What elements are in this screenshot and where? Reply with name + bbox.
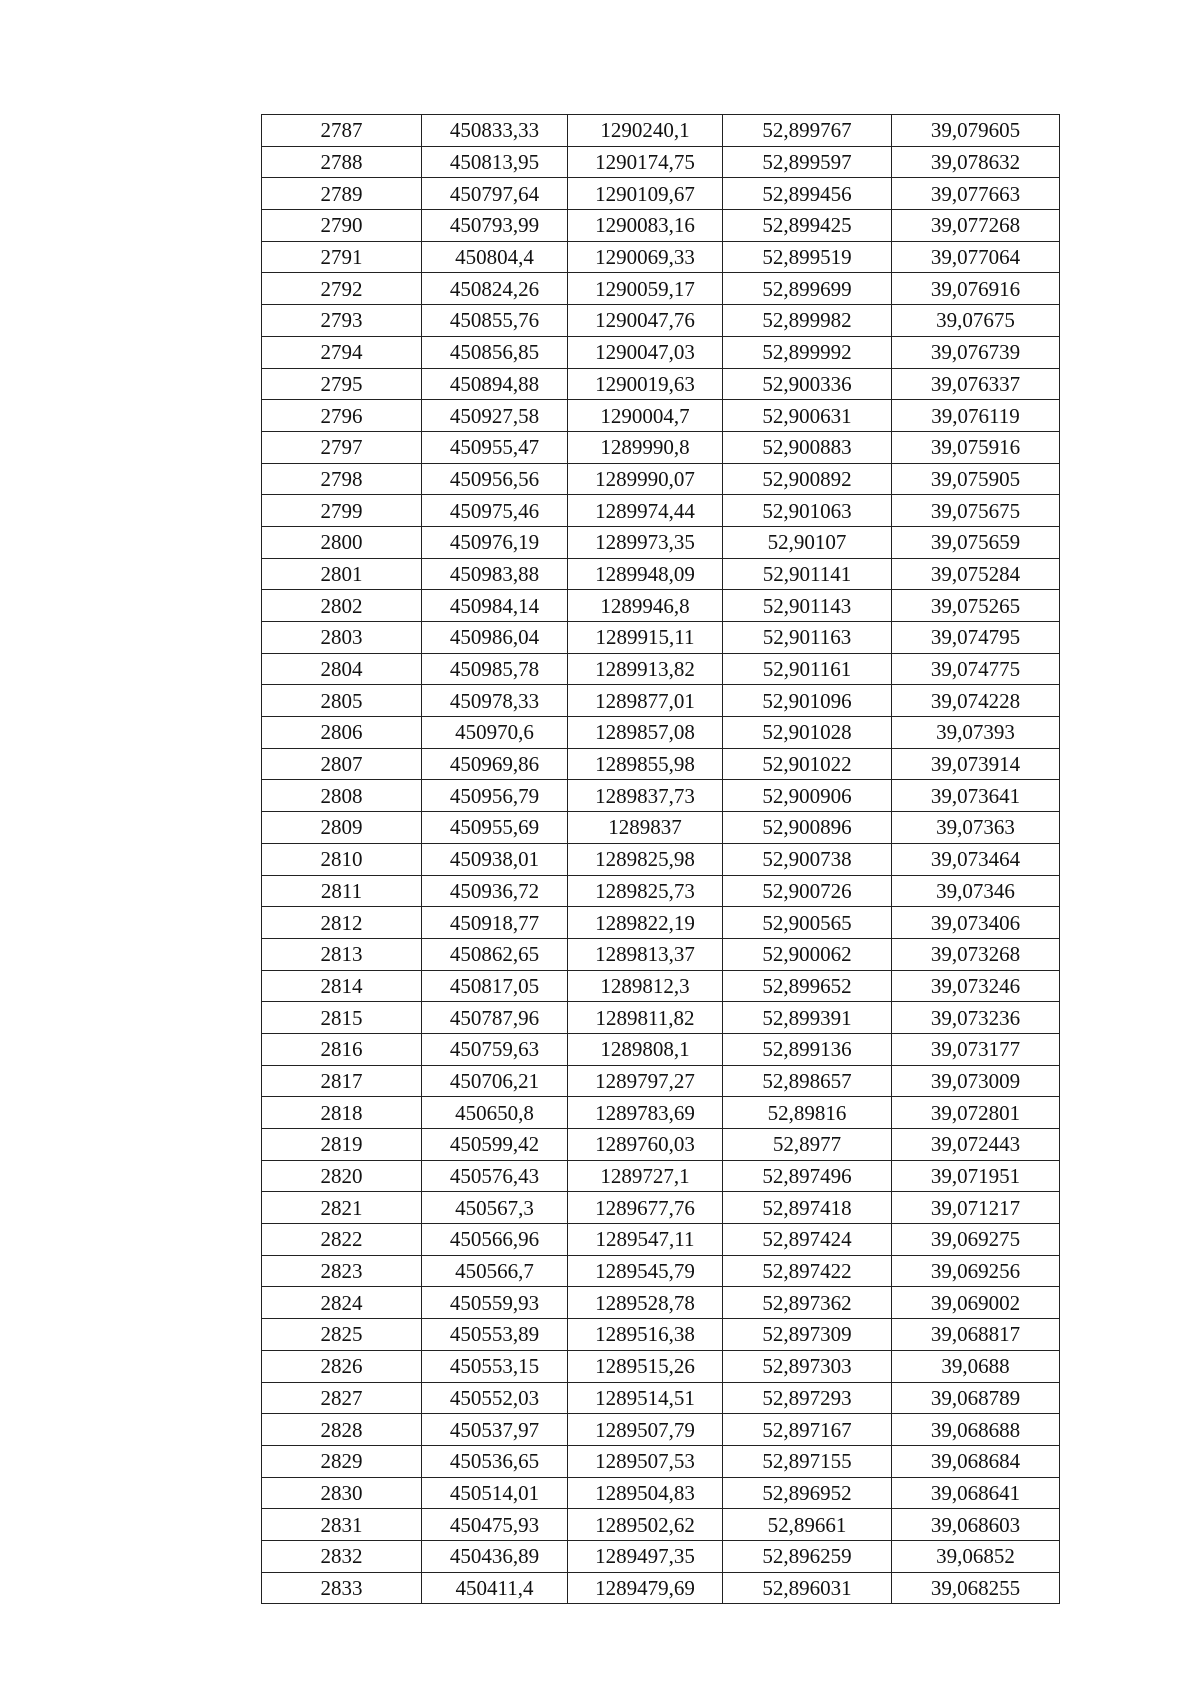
latitude-cell: 52,901143 [723,590,892,622]
x-coordinate-cell: 450436,89 [422,1540,568,1572]
latitude-cell: 52,899391 [723,1002,892,1034]
y-coordinate-cell: 1289946,8 [568,590,723,622]
table-row [262,1033,1060,1065]
table-row [262,558,1060,590]
longitude-cell: 39,077663 [892,178,1060,210]
y-coordinate-cell: 1289502,62 [568,1509,723,1541]
table-row [262,463,1060,495]
x-coordinate-cell: 450759,63 [422,1033,568,1065]
table-row [262,590,1060,622]
table-row [262,178,1060,210]
longitude-cell: 39,073914 [892,748,1060,780]
y-coordinate-cell: 1289507,53 [568,1445,723,1477]
point-number-cell: 2801 [262,558,422,590]
point-number-cell: 2832 [262,1540,422,1572]
longitude-cell: 39,068817 [892,1319,1060,1351]
longitude-cell: 39,075905 [892,463,1060,495]
point-number-cell: 2824 [262,1287,422,1319]
y-coordinate-cell: 1289948,09 [568,558,723,590]
point-number-cell: 2790 [262,210,422,242]
latitude-cell: 52,897167 [723,1414,892,1446]
x-coordinate-cell: 450918,77 [422,907,568,939]
longitude-cell: 39,074228 [892,685,1060,717]
x-coordinate-cell: 450969,86 [422,748,568,780]
longitude-cell: 39,073268 [892,938,1060,970]
x-coordinate-cell: 450566,7 [422,1255,568,1287]
longitude-cell: 39,068255 [892,1572,1060,1604]
point-number-cell: 2821 [262,1192,422,1224]
x-coordinate-cell: 450650,8 [422,1097,568,1129]
y-coordinate-cell: 1290004,7 [568,400,723,432]
longitude-cell: 39,069256 [892,1255,1060,1287]
longitude-cell: 39,076916 [892,273,1060,305]
table-row [262,843,1060,875]
y-coordinate-cell: 1289915,11 [568,622,723,654]
latitude-cell: 52,89816 [723,1097,892,1129]
table-row [262,305,1060,337]
point-number-cell: 2804 [262,653,422,685]
latitude-cell: 52,899767 [723,115,892,147]
longitude-cell: 39,072443 [892,1129,1060,1161]
longitude-cell: 39,068789 [892,1382,1060,1414]
x-coordinate-cell: 450514,01 [422,1477,568,1509]
table-row [262,1129,1060,1161]
y-coordinate-cell: 1289877,01 [568,685,723,717]
y-coordinate-cell: 1289545,79 [568,1255,723,1287]
table-row [262,526,1060,558]
latitude-cell: 52,901141 [723,558,892,590]
latitude-cell: 52,899982 [723,305,892,337]
longitude-cell: 39,0688 [892,1350,1060,1382]
longitude-cell: 39,073177 [892,1033,1060,1065]
table-row [262,336,1060,368]
x-coordinate-cell: 450970,6 [422,717,568,749]
table-row [262,495,1060,527]
x-coordinate-cell: 450984,14 [422,590,568,622]
longitude-cell: 39,07363 [892,812,1060,844]
y-coordinate-cell: 1289497,35 [568,1540,723,1572]
longitude-cell: 39,075265 [892,590,1060,622]
x-coordinate-cell: 450567,3 [422,1192,568,1224]
point-number-cell: 2813 [262,938,422,970]
longitude-cell: 39,073246 [892,970,1060,1002]
latitude-cell: 52,90107 [723,526,892,558]
y-coordinate-cell: 1289822,19 [568,907,723,939]
y-coordinate-cell: 1289507,79 [568,1414,723,1446]
y-coordinate-cell: 1289990,8 [568,431,723,463]
point-number-cell: 2803 [262,622,422,654]
point-number-cell: 2787 [262,115,422,147]
x-coordinate-cell: 450956,79 [422,780,568,812]
latitude-cell: 52,900726 [723,875,892,907]
y-coordinate-cell: 1290047,03 [568,336,723,368]
longitude-cell: 39,079605 [892,115,1060,147]
x-coordinate-cell: 450856,85 [422,336,568,368]
longitude-cell: 39,069002 [892,1287,1060,1319]
latitude-cell: 52,897293 [723,1382,892,1414]
longitude-cell: 39,069275 [892,1224,1060,1256]
longitude-cell: 39,076739 [892,336,1060,368]
latitude-cell: 52,901096 [723,685,892,717]
point-number-cell: 2800 [262,526,422,558]
y-coordinate-cell: 1289808,1 [568,1033,723,1065]
point-number-cell: 2812 [262,907,422,939]
latitude-cell: 52,897496 [723,1160,892,1192]
y-coordinate-cell: 1289857,08 [568,717,723,749]
x-coordinate-cell: 450706,21 [422,1065,568,1097]
table-row [262,1160,1060,1192]
longitude-cell: 39,075284 [892,558,1060,590]
y-coordinate-cell: 1290019,63 [568,368,723,400]
y-coordinate-cell: 1290047,76 [568,305,723,337]
latitude-cell: 52,900738 [723,843,892,875]
longitude-cell: 39,071951 [892,1160,1060,1192]
x-coordinate-cell: 450804,4 [422,241,568,273]
point-number-cell: 2825 [262,1319,422,1351]
latitude-cell: 52,898657 [723,1065,892,1097]
table-row [262,1509,1060,1541]
latitude-cell: 52,897303 [723,1350,892,1382]
longitude-cell: 39,068641 [892,1477,1060,1509]
table-row [262,1477,1060,1509]
latitude-cell: 52,900906 [723,780,892,812]
y-coordinate-cell: 1289811,82 [568,1002,723,1034]
table-row [262,1572,1060,1604]
latitude-cell: 52,899425 [723,210,892,242]
point-number-cell: 2810 [262,843,422,875]
table-row [262,1414,1060,1446]
y-coordinate-cell: 1290083,16 [568,210,723,242]
table-row [262,1065,1060,1097]
table-row [262,115,1060,147]
x-coordinate-cell: 450986,04 [422,622,568,654]
point-number-cell: 2815 [262,1002,422,1034]
longitude-cell: 39,068684 [892,1445,1060,1477]
x-coordinate-cell: 450813,95 [422,146,568,178]
y-coordinate-cell: 1289913,82 [568,653,723,685]
latitude-cell: 52,899136 [723,1033,892,1065]
x-coordinate-cell: 450955,69 [422,812,568,844]
y-coordinate-cell: 1289825,98 [568,843,723,875]
latitude-cell: 52,901022 [723,748,892,780]
x-coordinate-cell: 450862,65 [422,938,568,970]
y-coordinate-cell: 1289677,76 [568,1192,723,1224]
latitude-cell: 52,897309 [723,1319,892,1351]
x-coordinate-cell: 450824,26 [422,273,568,305]
y-coordinate-cell: 1289973,35 [568,526,723,558]
point-number-cell: 2807 [262,748,422,780]
y-coordinate-cell: 1289797,27 [568,1065,723,1097]
x-coordinate-cell: 450894,88 [422,368,568,400]
x-coordinate-cell: 450936,72 [422,875,568,907]
longitude-cell: 39,073009 [892,1065,1060,1097]
x-coordinate-cell: 450566,96 [422,1224,568,1256]
table-row [262,938,1060,970]
latitude-cell: 52,8977 [723,1129,892,1161]
longitude-cell: 39,073236 [892,1002,1060,1034]
longitude-cell: 39,068688 [892,1414,1060,1446]
x-coordinate-cell: 450983,88 [422,558,568,590]
point-number-cell: 2822 [262,1224,422,1256]
y-coordinate-cell: 1289479,69 [568,1572,723,1604]
latitude-cell: 52,900336 [723,368,892,400]
latitude-cell: 52,896259 [723,1540,892,1572]
x-coordinate-cell: 450475,93 [422,1509,568,1541]
table-row [262,1445,1060,1477]
latitude-cell: 52,899992 [723,336,892,368]
point-number-cell: 2811 [262,875,422,907]
table-row [262,1002,1060,1034]
table-row [262,241,1060,273]
latitude-cell: 52,900892 [723,463,892,495]
latitude-cell: 52,901163 [723,622,892,654]
point-number-cell: 2819 [262,1129,422,1161]
table-row [262,717,1060,749]
longitude-cell: 39,074775 [892,653,1060,685]
coordinates-table [261,114,1060,1604]
table-row [262,400,1060,432]
longitude-cell: 39,078632 [892,146,1060,178]
table-row [262,1350,1060,1382]
latitude-cell: 52,900631 [723,400,892,432]
latitude-cell: 52,900565 [723,907,892,939]
point-number-cell: 2816 [262,1033,422,1065]
x-coordinate-cell: 450985,78 [422,653,568,685]
y-coordinate-cell: 1289760,03 [568,1129,723,1161]
latitude-cell: 52,897424 [723,1224,892,1256]
point-number-cell: 2797 [262,431,422,463]
point-number-cell: 2798 [262,463,422,495]
longitude-cell: 39,07346 [892,875,1060,907]
longitude-cell: 39,072801 [892,1097,1060,1129]
table-row [262,653,1060,685]
x-coordinate-cell: 450955,47 [422,431,568,463]
point-number-cell: 2791 [262,241,422,273]
table-row [262,1224,1060,1256]
table-row [262,431,1060,463]
latitude-cell: 52,897155 [723,1445,892,1477]
longitude-cell: 39,075675 [892,495,1060,527]
table-row [262,970,1060,1002]
latitude-cell: 52,897422 [723,1255,892,1287]
y-coordinate-cell: 1289837 [568,812,723,844]
latitude-cell: 52,900896 [723,812,892,844]
x-coordinate-cell: 450833,33 [422,115,568,147]
point-number-cell: 2802 [262,590,422,622]
table-row [262,273,1060,305]
point-number-cell: 2809 [262,812,422,844]
y-coordinate-cell: 1290174,75 [568,146,723,178]
latitude-cell: 52,896952 [723,1477,892,1509]
point-number-cell: 2806 [262,717,422,749]
y-coordinate-cell: 1290059,17 [568,273,723,305]
y-coordinate-cell: 1289783,69 [568,1097,723,1129]
longitude-cell: 39,073406 [892,907,1060,939]
point-number-cell: 2820 [262,1160,422,1192]
y-coordinate-cell: 1289855,98 [568,748,723,780]
longitude-cell: 39,077064 [892,241,1060,273]
point-number-cell: 2829 [262,1445,422,1477]
latitude-cell: 52,900062 [723,938,892,970]
x-coordinate-cell: 450536,65 [422,1445,568,1477]
table-row [262,812,1060,844]
x-coordinate-cell: 450537,97 [422,1414,568,1446]
x-coordinate-cell: 450817,05 [422,970,568,1002]
y-coordinate-cell: 1289515,26 [568,1350,723,1382]
x-coordinate-cell: 450559,93 [422,1287,568,1319]
table-row [262,210,1060,242]
table-row [262,748,1060,780]
point-number-cell: 2808 [262,780,422,812]
longitude-cell: 39,077268 [892,210,1060,242]
longitude-cell: 39,07675 [892,305,1060,337]
longitude-cell: 39,068603 [892,1509,1060,1541]
x-coordinate-cell: 450797,64 [422,178,568,210]
point-number-cell: 2830 [262,1477,422,1509]
point-number-cell: 2831 [262,1509,422,1541]
point-number-cell: 2788 [262,146,422,178]
longitude-cell: 39,076119 [892,400,1060,432]
table-row [262,780,1060,812]
y-coordinate-cell: 1289547,11 [568,1224,723,1256]
x-coordinate-cell: 450411,4 [422,1572,568,1604]
point-number-cell: 2828 [262,1414,422,1446]
latitude-cell: 52,901161 [723,653,892,685]
point-number-cell: 2789 [262,178,422,210]
latitude-cell: 52,901063 [723,495,892,527]
latitude-cell: 52,896031 [723,1572,892,1604]
longitude-cell: 39,075916 [892,431,1060,463]
x-coordinate-cell: 450956,56 [422,463,568,495]
point-number-cell: 2818 [262,1097,422,1129]
x-coordinate-cell: 450576,43 [422,1160,568,1192]
table-row [262,368,1060,400]
longitude-cell: 39,071217 [892,1192,1060,1224]
x-coordinate-cell: 450553,15 [422,1350,568,1382]
longitude-cell: 39,073641 [892,780,1060,812]
point-number-cell: 2795 [262,368,422,400]
table-row [262,1540,1060,1572]
table-row [262,1382,1060,1414]
x-coordinate-cell: 450787,96 [422,1002,568,1034]
point-number-cell: 2805 [262,685,422,717]
point-number-cell: 2827 [262,1382,422,1414]
table-row [262,622,1060,654]
point-number-cell: 2799 [262,495,422,527]
x-coordinate-cell: 450978,33 [422,685,568,717]
table-row [262,146,1060,178]
point-number-cell: 2796 [262,400,422,432]
x-coordinate-cell: 450927,58 [422,400,568,432]
longitude-cell: 39,06852 [892,1540,1060,1572]
coordinates-table-body [262,115,1060,1604]
point-number-cell: 2794 [262,336,422,368]
y-coordinate-cell: 1289990,07 [568,463,723,495]
latitude-cell: 52,897362 [723,1287,892,1319]
longitude-cell: 39,074795 [892,622,1060,654]
y-coordinate-cell: 1289516,38 [568,1319,723,1351]
point-number-cell: 2792 [262,273,422,305]
x-coordinate-cell: 450599,42 [422,1129,568,1161]
table-row [262,1097,1060,1129]
x-coordinate-cell: 450552,03 [422,1382,568,1414]
y-coordinate-cell: 1289813,37 [568,938,723,970]
longitude-cell: 39,07393 [892,717,1060,749]
x-coordinate-cell: 450793,99 [422,210,568,242]
table-row [262,1192,1060,1224]
point-number-cell: 2826 [262,1350,422,1382]
latitude-cell: 52,899652 [723,970,892,1002]
y-coordinate-cell: 1289825,73 [568,875,723,907]
x-coordinate-cell: 450855,76 [422,305,568,337]
latitude-cell: 52,899597 [723,146,892,178]
x-coordinate-cell: 450975,46 [422,495,568,527]
latitude-cell: 52,899699 [723,273,892,305]
y-coordinate-cell: 1290069,33 [568,241,723,273]
longitude-cell: 39,076337 [892,368,1060,400]
y-coordinate-cell: 1290109,67 [568,178,723,210]
table-row [262,685,1060,717]
y-coordinate-cell: 1289528,78 [568,1287,723,1319]
point-number-cell: 2793 [262,305,422,337]
latitude-cell: 52,900883 [723,431,892,463]
latitude-cell: 52,899456 [723,178,892,210]
latitude-cell: 52,897418 [723,1192,892,1224]
y-coordinate-cell: 1289727,1 [568,1160,723,1192]
point-number-cell: 2814 [262,970,422,1002]
table-row [262,1287,1060,1319]
point-number-cell: 2817 [262,1065,422,1097]
point-number-cell: 2833 [262,1572,422,1604]
longitude-cell: 39,075659 [892,526,1060,558]
y-coordinate-cell: 1289514,51 [568,1382,723,1414]
latitude-cell: 52,89661 [723,1509,892,1541]
y-coordinate-cell: 1289812,3 [568,970,723,1002]
longitude-cell: 39,073464 [892,843,1060,875]
latitude-cell: 52,901028 [723,717,892,749]
y-coordinate-cell: 1289504,83 [568,1477,723,1509]
table-row [262,907,1060,939]
x-coordinate-cell: 450553,89 [422,1319,568,1351]
y-coordinate-cell: 1290240,1 [568,115,723,147]
x-coordinate-cell: 450938,01 [422,843,568,875]
latitude-cell: 52,899519 [723,241,892,273]
point-number-cell: 2823 [262,1255,422,1287]
table-row [262,1319,1060,1351]
y-coordinate-cell: 1289974,44 [568,495,723,527]
table-row [262,1255,1060,1287]
table-row [262,875,1060,907]
x-coordinate-cell: 450976,19 [422,526,568,558]
y-coordinate-cell: 1289837,73 [568,780,723,812]
